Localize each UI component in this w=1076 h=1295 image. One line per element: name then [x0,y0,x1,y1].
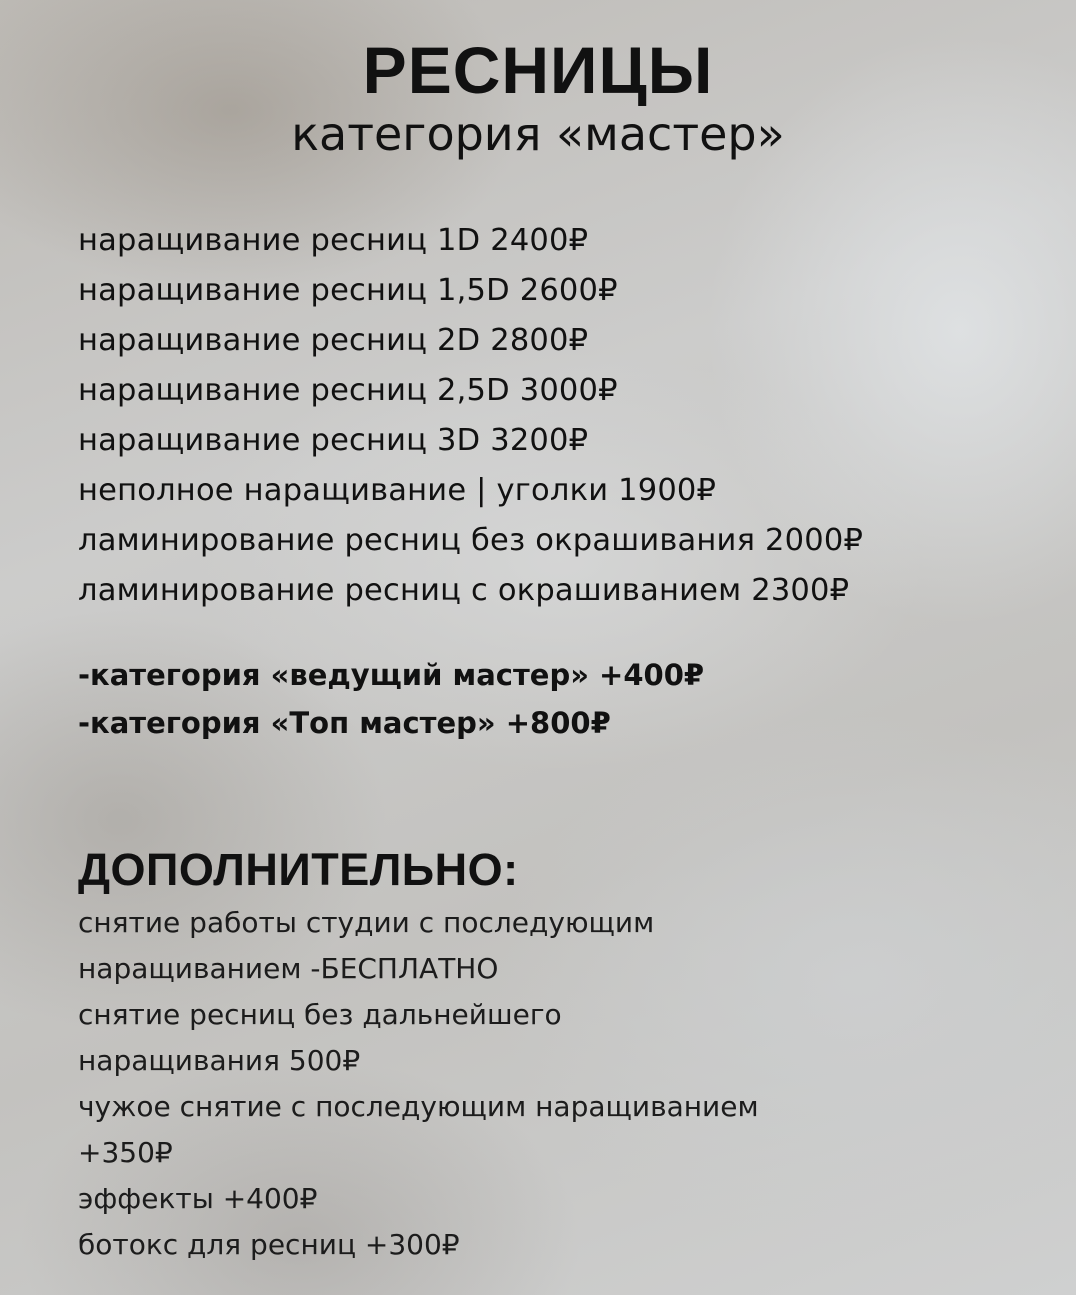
price-item: ламинирование ресниц без окрашивания 2000₽ [78,523,864,558]
extra-section-title: ДОПОЛНИТЕЛЬНО: [78,844,519,895]
page-title: РЕСНИЦЫ [362,33,714,107]
category-surcharge: -категория «ведущий мастер» +400₽ [78,658,705,692]
extra-services-list [78,900,759,1268]
extra-line: снятие работы студии с последующим [78,906,655,939]
extra-line: эффекты +400₽ [78,1182,318,1215]
price-item: ламинирование ресниц с окрашиванием 2300₽ [78,573,850,608]
page-subtitle: категория «мастер» [291,107,785,161]
price-item: наращивание ресниц 2,5D 3000₽ [78,373,618,408]
extra-line: +350₽ [78,1136,173,1169]
price-item: наращивание ресниц 2D 2800₽ [78,323,589,358]
category-surcharges [78,651,704,747]
extra-line: ботокс для ресниц +300₽ [78,1228,460,1261]
extra-line: снятие ресниц без дальнейшего [78,998,562,1031]
price-item: наращивание ресниц 1,5D 2600₽ [78,273,618,308]
price-item: неполное наращивание | уголки 1900₽ [78,473,717,508]
price-item: наращивание ресниц 3D 3200₽ [78,423,589,458]
extra-line: наращиванием -БЕСПЛАТНО [78,952,499,985]
extra-line: чужое снятие с последующим наращиванием [78,1090,759,1123]
price-header [0,34,1076,162]
price-item: наращивание ресниц 1D 2400₽ [78,223,589,258]
category-surcharge: -категория «Топ мастер» +800₽ [78,706,611,740]
extra-line: наращивания 500₽ [78,1044,361,1077]
services-price-list [78,216,863,616]
